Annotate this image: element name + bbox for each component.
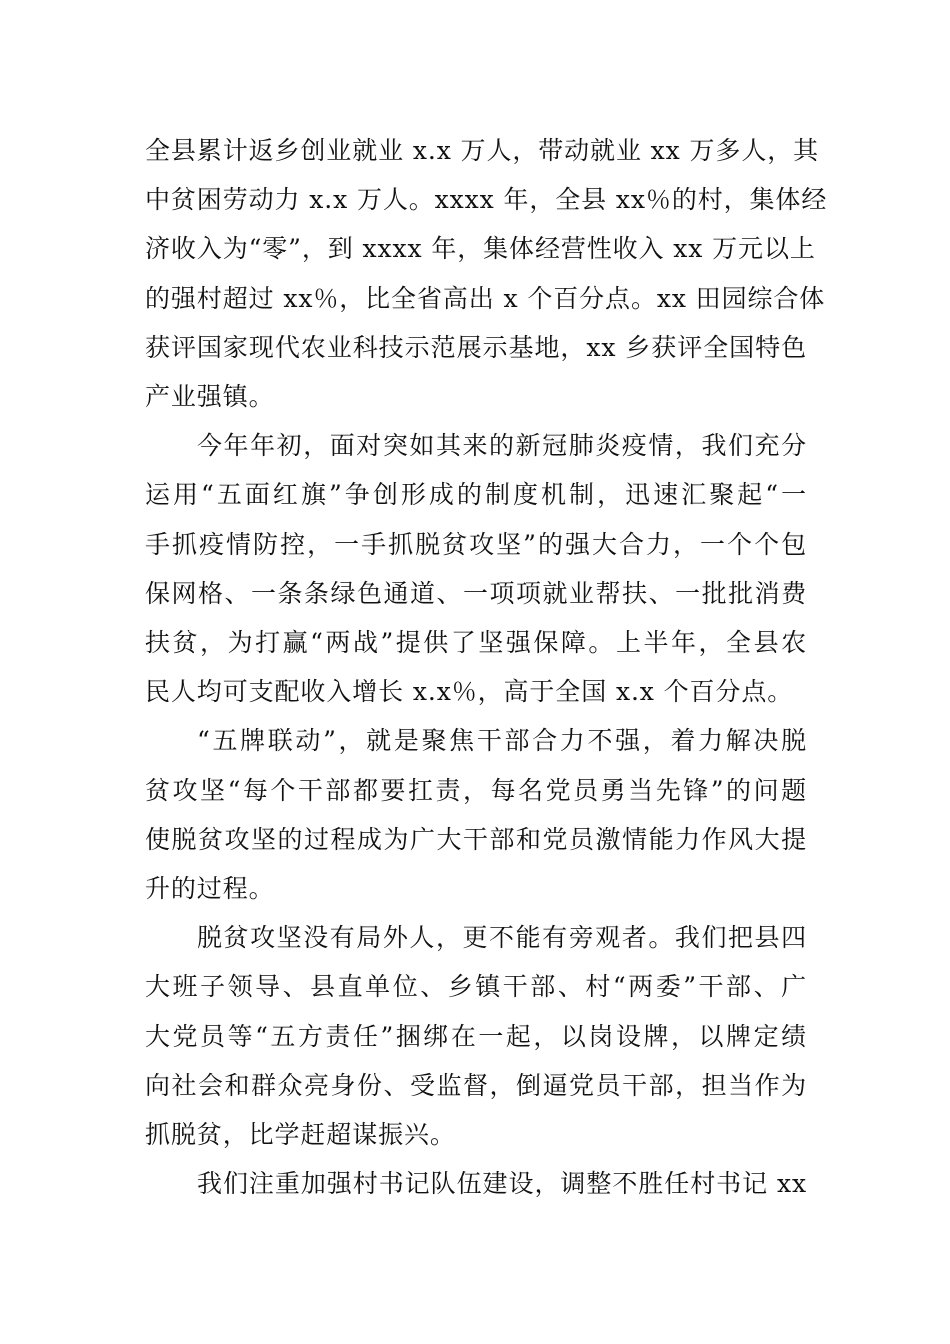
text-line: 大党员等“五方责任”捆绑在一起，以岗设牌，以牌定绩: [145, 1021, 807, 1051]
paragraph-4: [145, 913, 807, 1159]
text-line: 使脱贫攻坚的过程成为广大干部和党员激情能力作风大提: [145, 824, 807, 854]
text-line: 的强村超过 xx％，比全省高出 x 个百分点。xx 田园综合体: [145, 283, 826, 313]
text-line: 扶贫，为打赢“两战”提供了坚强保障。上半年，全县农: [145, 628, 807, 658]
document-body: [145, 126, 828, 1208]
paragraph-1: [145, 126, 828, 421]
text-line: 手抓疫情防控，一手抓脱贫攻坚”的强大合力，一个个包: [145, 529, 807, 559]
paragraph-5: [145, 1159, 807, 1208]
text-line: 今年年初，面对突如其来的新冠肺炎疫情，我们充分: [197, 431, 807, 461]
text-line: 抓脱贫，比学赶超谋振兴。: [145, 1120, 456, 1150]
text-line: 运用“五面红旗”争创形成的制度机制，迅速汇聚起“一: [145, 480, 807, 510]
text-line: 贫攻坚“每个干部都要扛责，每名党员勇当先锋”的问题: [145, 775, 807, 805]
text-line: 产业强镇。: [145, 382, 275, 412]
text-line: 我们注重加强村书记队伍建设，调整不胜任村书记 xx: [197, 1169, 807, 1199]
paragraph-2: [145, 421, 807, 716]
text-line: “五牌联动”，就是聚焦干部合力不强，着力解决脱: [197, 726, 807, 756]
text-line: 全县累计返乡创业就业 x.x 万人，带动就业 xx 万多人，其: [145, 136, 820, 165]
text-line: 保网格、一条条绿色通道、一项项就业帮扶、一批批消费: [145, 578, 807, 608]
text-line: 获评国家现代农业科技示范展示基地，xx 乡获评全国特色: [145, 332, 807, 362]
paragraph-3: [145, 716, 807, 913]
text-line: 中贫困劳动力 x.x 万人。xxxx 年，全县 xx％的村，集体经: [145, 185, 828, 215]
text-line: 升的过程。: [145, 874, 275, 904]
text-line: 大班子领导、县直单位、乡镇干部、村“两委”干部、广: [145, 972, 807, 1002]
text-line: 脱贫攻坚没有局外人，更不能有旁观者。我们把县四: [197, 923, 807, 953]
text-line: 济收入为“零”，到 xxxx 年，集体经营性收入 xx 万元以上: [145, 234, 816, 264]
text-line: 向社会和群众亮身份、受监督，倒逼党员干部，担当作为: [145, 1070, 807, 1100]
text-line: 民人均可支配收入增长 x.x％，高于全国 x.x 个百分点。: [145, 677, 794, 707]
